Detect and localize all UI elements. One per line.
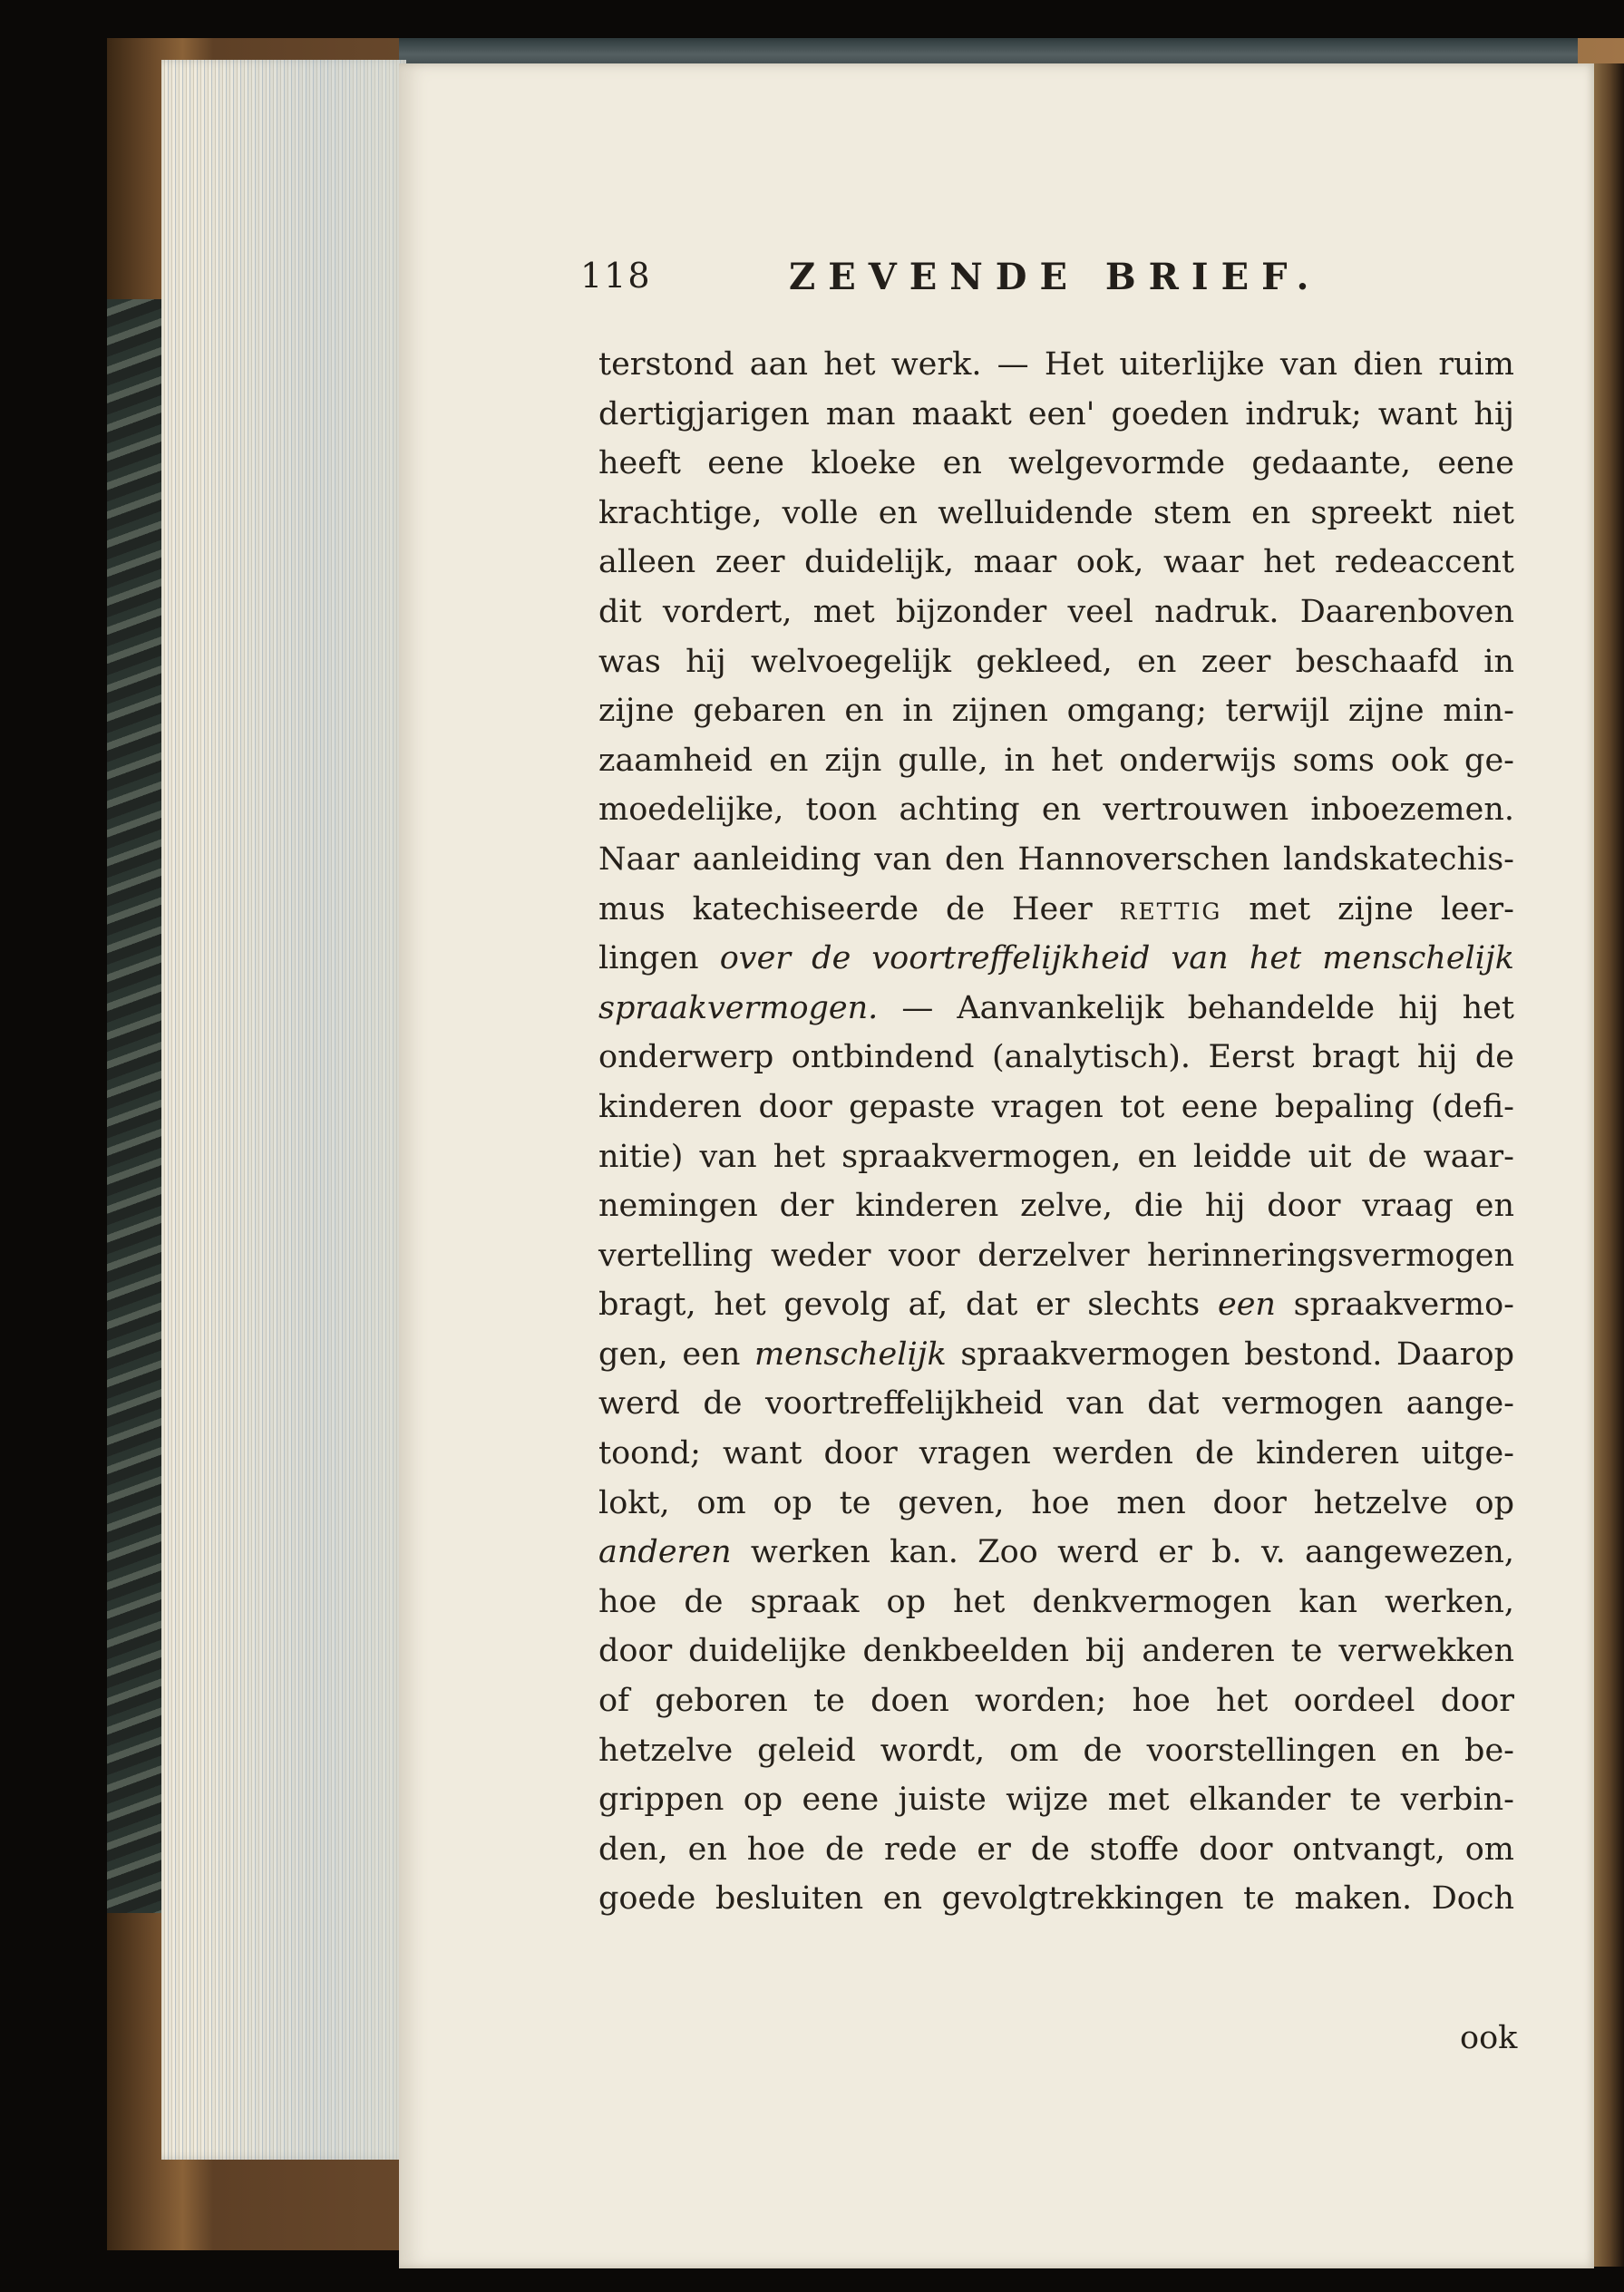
text-line: kinderen door gepaste vragen tot eene bepaling (defi-	[598, 1088, 1514, 1125]
page-header	[399, 256, 1594, 310]
text-line: gen, een menschelijk spraakvermogen bestond. Daarop	[598, 1335, 1514, 1373]
italic-phrase: spraakvermogen.	[598, 989, 879, 1026]
text-line: alleen zeer duidelijk, maar ook, waar het redeaccent	[598, 544, 1514, 581]
text-line: spraakvermogen. — Aanvankelijk behandelde hij het	[598, 989, 1514, 1026]
italic-phrase: een	[1217, 1287, 1276, 1324]
text-line: den, en hoe de rede er de stoffe door ontvangt, om	[598, 1831, 1514, 1868]
text-line: terstond aan het werk. — Het uiterlijke van dien ruim	[598, 346, 1514, 383]
text-line: nitie) van het spraakvermogen, en leidde uit de waar-	[598, 1138, 1514, 1175]
text-line: mus katechiseerde de Heer rettig met zijne leer-	[598, 890, 1514, 927]
text-line: werd de voortreffelijkheid van dat vermogen aange-	[598, 1385, 1514, 1423]
text-line: door duidelijke denkbeelden bij anderen te verwekken	[598, 1633, 1514, 1670]
italic-phrase: over de voortreffelijkheid van het menschelijk	[719, 940, 1514, 977]
text-line: dertigjarigen man maakt een' goeden indruk; want hij	[598, 395, 1514, 432]
text-line: lingen over de voortreffelijkheid van het menschelijk	[598, 940, 1514, 977]
text-line: krachtige, volle en welluidende stem en spreekt niet	[598, 494, 1514, 531]
text-line: was hij welvoegelijk gekleed, en zeer beschaafd in	[598, 643, 1514, 680]
text-line: heeft eene kloeke en welgevormde gedaante, eene	[598, 445, 1514, 482]
text-line: bragt, het gevolg af, dat er slechts een spraakvermo-	[598, 1287, 1515, 1324]
text-line: nemingen der kinderen zelve, die hij door vraag en	[598, 1188, 1514, 1225]
text-line: anderen werken kan. Zoo werd er b. v. aangewezen,	[598, 1534, 1514, 1571]
text-line: grippen op eene juiste wijze met elkander te verbin-	[598, 1782, 1514, 1819]
page-number: 118	[580, 256, 652, 296]
text-line: hetzelve geleid wordt, om de voorstellingen en be-	[598, 1732, 1514, 1769]
body-text	[598, 340, 1514, 1924]
italic-phrase: anderen	[598, 1534, 732, 1571]
book-page	[399, 63, 1594, 2268]
text-line: onderwerp ontbindend (analytisch). Eerst bragt hij de	[598, 1039, 1514, 1076]
text-line: dit vordert, met bijzonder veel nadruk. Daarenboven	[598, 593, 1514, 630]
text-line: vertelling weder voor derzelver herinneringsvermogen	[598, 1237, 1514, 1274]
text-line: hoe de spraak op het denkvermogen kan werken,	[598, 1583, 1514, 1620]
marbled-cover-edge	[107, 299, 161, 1913]
text-line: zaamheid en zijn gulle, in het onderwijs soms ook ge-	[598, 742, 1514, 779]
text-line: lokt, om op te geven, hoe men door hetzelve op	[598, 1484, 1514, 1521]
text-line: toond; want door vragen werden de kinderen uitge-	[598, 1435, 1514, 1472]
text-line: of geboren te doen worden; hoe het oordeel door	[598, 1683, 1514, 1720]
text-line: moedelijke, toon achting en vertrouwen inboezemen.	[598, 792, 1514, 829]
small-caps-name: rettig	[1119, 890, 1222, 927]
text-line: zijne gebaren en in zijnen omgang; terwijl zijne min-	[598, 693, 1514, 730]
italic-phrase: menschelijk	[754, 1335, 947, 1373]
stacked-page-edges	[161, 60, 406, 2160]
catchword: ook	[1460, 2020, 1518, 2056]
running-title: ZEVENDE BRIEF.	[789, 256, 1322, 298]
text-line: goede besluiten en gevolgtrekkingen te maken. Doch	[598, 1880, 1514, 1918]
text-line: Naar aanleiding van den Hannoverschen landskatechis-	[598, 840, 1514, 878]
